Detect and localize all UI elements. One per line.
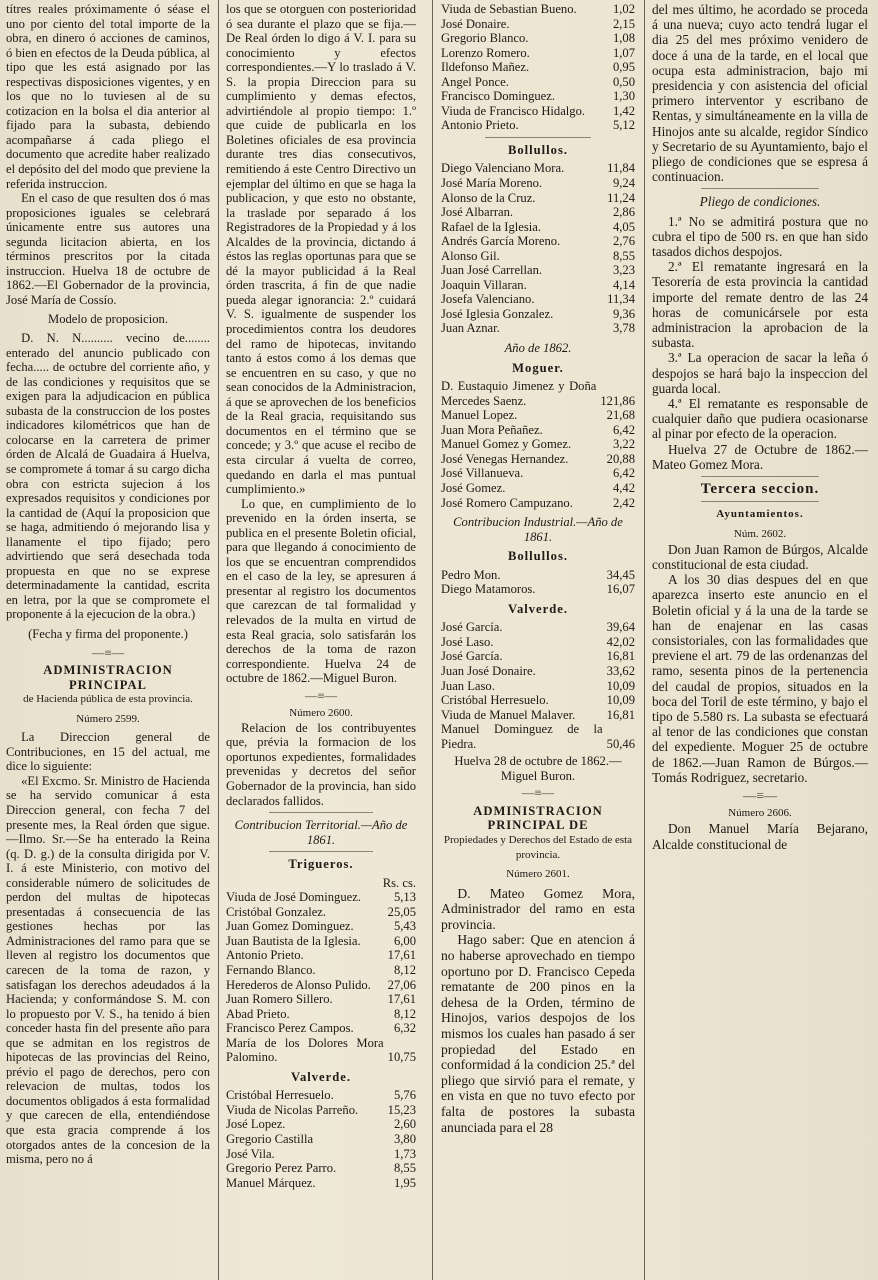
contributor-name: José Iglesia Gonzalez. bbox=[441, 306, 554, 321]
amount-value: 2,15 bbox=[612, 16, 635, 31]
condition-4: 4.ª El rematante es responsable de cualquier daño que pudiera ocasionarse al pinar por efecto de la operacion. bbox=[652, 396, 868, 442]
contributor-name: José García. bbox=[441, 620, 503, 635]
contributor-name: Gregorio Blanco. bbox=[441, 31, 529, 46]
list-item bbox=[441, 278, 635, 293]
paragraph: D. Mateo Gomez Mora, Administrador del ramo en esta provincia. bbox=[441, 885, 635, 932]
list-item bbox=[226, 1117, 416, 1132]
amount-value: 9,24 bbox=[612, 176, 635, 191]
list-item bbox=[441, 75, 635, 90]
section-subheading: Propiedades y Derechos del Estado de esta provincia. bbox=[443, 833, 633, 861]
notice-number: Número 2606. bbox=[728, 807, 792, 820]
paragraph: Hago saber: Que en atencion á no haberse aprovechado en tiempo oportuno por D. Francisco Cepeda rematante de 200 pinos en la dehesa de la Orden, término de Hinojos, varios despojos de los mismos los cuales han pasado á ser propiedad del Estado en conformidad á la condicion 25.ª del pliego que sirvió para el remate, y en vista en que no tuvo efecto por falta de postores la subasta anunciada para el 28 bbox=[441, 932, 635, 1135]
contributor-name: Diego Matamoros. bbox=[441, 582, 536, 597]
contributor-name: José Romero Campuzano. bbox=[441, 495, 573, 510]
list-item bbox=[226, 919, 416, 934]
contributor-name: Rafael de la Iglesia. bbox=[441, 219, 541, 234]
contributor-name: Viuda de José Dominguez. bbox=[226, 890, 361, 905]
contributor-name: Abad Prieto. bbox=[226, 1006, 290, 1021]
paragraph: títres reales próximamente ó séase el uno por ciento del total importe de la obra, en dinero ó acciones de caminos, ó bien en efectos de la Deuda pública, al tipo que les está asignado por las respectivas disposiciones vigentes, y en los que no lo tuviesen al de su cotizacion en la bolsa el dia anterior al fijado para la subasta, debiendo acompañarse á cada pliego el documento que acredite haber realizado el depósito del del modo que previene la referida instruccion. bbox=[6, 2, 210, 191]
contributor-name: Juan Mora Peñañez. bbox=[441, 422, 543, 437]
contributor-name: Juan Aznar. bbox=[441, 321, 500, 336]
contributor-name: D. Eustaquio Jimenez y Doña Mercedes Saenz. bbox=[441, 379, 597, 408]
list-item bbox=[441, 664, 635, 679]
amount-value: 50,46 bbox=[606, 736, 635, 751]
list-item bbox=[441, 31, 635, 46]
list-item bbox=[441, 292, 635, 307]
amount-value: 3,78 bbox=[612, 321, 635, 336]
contributor-name: José Donaire. bbox=[441, 16, 510, 31]
contributor-name: Pedro Mon. bbox=[441, 567, 501, 582]
section-heading: Modelo de proposicion. bbox=[48, 312, 168, 327]
fallidos-list bbox=[441, 379, 635, 510]
paragraph: «El Excmo. Sr. Ministro de Hacienda se ha servido comunicar á esta Direccion general, con fecha 7 del presente mes, la Real órden que sigue.—Ilmo. Sr.—Se ha enterado la Reina (q. D. g.) de la consulta dirigida por V. I. á este Ministerio, con motivo del considerable número de solicitudes de perdon del multas de hipotecas presentadas á consecuencia de las gestiones hechas por las Administraciones del ramo para que se lleven al registro los documentos que carecen de la toma de razon, y satisfagan los derechos adeudados á la Hacienda; y conformándose S. M. con lo propuesto por V. S., ha tenido á bien conceder hasta fin del presente año para que se admitan en los registros de hipotecas de las provincias del Reino, prévio el pago de derechos, pero con relevacion de multas, todos los documentos obligados á esta formalidad y que carecen de ella, entendiéndose que esta gracia comprende á los otorgados antes de la concesion de la misma, pero no á bbox=[6, 773, 210, 1167]
amount-value: 5,13 bbox=[393, 890, 416, 905]
contributor-name: Antonio Prieto. bbox=[226, 948, 304, 963]
list-item bbox=[441, 408, 635, 423]
town-heading: Valverde. bbox=[508, 601, 568, 616]
paragraph: A los 30 dias despues del en que aparezca inserto este anuncio en el Boletin oficial y á la una de la tarde se han de enajenar en las casas consistoriales, con las formalidades que previene el art. 79 de las ordenanzas del ramo, sesenta pinos de la pertenencia del caudal de propios, situados en la boca del Toril de este término, y bajo el tipo de 5.580 rs. La subasta se efectuará al tenor de las condiciones que constan del expediente. Moguer 25 de octubre de 1862.—Juan Ramon de Búrgos.—Tomás Rodriguez, secretario. bbox=[652, 572, 868, 785]
contributor-name: Josefa Valenciano. bbox=[441, 292, 535, 307]
contributor-name: Cristóbal Herresuelo. bbox=[441, 693, 549, 708]
contributor-name: Manuel Gomez y Gomez. bbox=[441, 437, 572, 452]
list-item bbox=[441, 89, 635, 104]
list-item bbox=[441, 104, 635, 119]
amount-value: 2,42 bbox=[612, 495, 635, 510]
amount-value: 2,86 bbox=[612, 205, 635, 220]
column-rule bbox=[432, 0, 433, 1280]
amount-value: 4,05 bbox=[612, 219, 635, 234]
amount-value: 6,42 bbox=[612, 466, 635, 481]
separator bbox=[269, 812, 374, 813]
amount-value: 3,23 bbox=[612, 263, 635, 278]
list-item bbox=[441, 466, 635, 481]
section-heading: ADMINISTRACION PRINCIPAL bbox=[43, 663, 173, 692]
paragraph: del mes último, he acordado se proceda á una nueva; cuyo acto tendrá lugar el dia 25 del mes próximo venidero de doce á una de la tarde, en el local que ocupa esta administracion, bajo mi presidencia y con asistencia del oficial primero interventor y escribano de Rentas, y simultáneamente en la villa de Hinojos ante su alcalde, regidor Síndico y Secretario de su Ayuntamiento, bajo el pliego de condiciones que se espresa á continuacion. bbox=[652, 2, 868, 185]
separator bbox=[441, 786, 635, 801]
amount-value: 9,36 bbox=[612, 306, 635, 321]
paragraph: Relacion de los contribuyentes que, prévia la formacion de los oportunos expedientes, formalidades prevenidas y decretos del señor Gobernador de la provincia, han sido declarados fallidos. bbox=[226, 720, 416, 808]
list-item bbox=[441, 481, 635, 496]
contributor-name: Angel Ponce. bbox=[441, 74, 509, 89]
fallidos-list bbox=[226, 890, 416, 1065]
section-subheading: de Hacienda pública de esta provincia. bbox=[23, 693, 193, 706]
contributor-name: Viuda de Sebastian Bueno. bbox=[441, 2, 577, 16]
amount-value: 8,55 bbox=[612, 248, 635, 263]
section-subheading: Ayuntamientos. bbox=[716, 508, 804, 521]
contributor-name: José Lopez. bbox=[226, 1117, 286, 1132]
amount-value: 11,34 bbox=[607, 292, 635, 307]
amount-value: 5,12 bbox=[612, 118, 635, 133]
paragraph: Don Juan Ramon de Búrgos, Alcalde constitucional de esta ciudad. bbox=[652, 541, 868, 572]
amount-value: 39,64 bbox=[606, 620, 635, 635]
amount-value: 6,32 bbox=[393, 1021, 416, 1036]
list-item bbox=[441, 17, 635, 32]
list-item bbox=[441, 60, 635, 75]
list-item bbox=[226, 1036, 416, 1065]
contributor-name: Cristóbal Gonzalez. bbox=[226, 904, 327, 919]
amount-value: 1,73 bbox=[393, 1146, 416, 1161]
list-item bbox=[441, 321, 635, 336]
list-item bbox=[441, 379, 635, 408]
paragraph: La Direccion general de Contribuciones, en 15 del actual, me dice lo siguiente: bbox=[6, 730, 210, 774]
amount-value: 17,61 bbox=[387, 948, 416, 963]
contributor-name: José Laso. bbox=[441, 634, 494, 649]
list-item bbox=[226, 1103, 416, 1118]
column-1 bbox=[6, 2, 210, 1278]
amount-value: 8,12 bbox=[393, 963, 416, 977]
amount-value: 4,14 bbox=[612, 277, 635, 292]
list-item bbox=[441, 452, 635, 467]
section-heading: ADMINISTRACION PRINCIPAL DE bbox=[473, 803, 603, 833]
column-2 bbox=[226, 2, 416, 1278]
list-item bbox=[226, 1161, 416, 1176]
amount-value: 1,30 bbox=[612, 89, 635, 104]
notice-number: Número 2599. bbox=[76, 712, 140, 725]
amount-value: 20,88 bbox=[606, 451, 635, 466]
list-item bbox=[441, 423, 635, 438]
list-item bbox=[226, 905, 416, 920]
section-heading: Pliego de condiciones. bbox=[699, 194, 821, 210]
town-heading: Bollullos. bbox=[507, 549, 569, 564]
contributor-name: Juan Romero Sillero. bbox=[226, 992, 333, 1007]
separator bbox=[269, 851, 374, 852]
amount-value: 0,95 bbox=[612, 60, 635, 75]
contributor-name: Viuda de Nicolas Parreño. bbox=[226, 1102, 359, 1117]
separator bbox=[701, 188, 820, 189]
separator bbox=[701, 476, 820, 477]
list-item bbox=[226, 890, 416, 905]
amount-value: 16,81 bbox=[606, 707, 635, 722]
contributor-name: Juan Bautista de la Iglesia. bbox=[226, 933, 361, 948]
amount-value: 11,84 bbox=[607, 161, 635, 176]
list-item bbox=[441, 708, 635, 723]
list-item bbox=[441, 437, 635, 452]
amount-value: 1,07 bbox=[612, 45, 635, 60]
contributor-name: José Vila. bbox=[226, 1146, 275, 1161]
contributor-name: Manuel Márquez. bbox=[226, 1175, 316, 1190]
list-item bbox=[441, 307, 635, 322]
amount-value: 16,81 bbox=[606, 649, 635, 664]
contributor-name: Juan Gomez Dominguez. bbox=[226, 919, 354, 934]
contributor-name: José Gomez. bbox=[441, 480, 506, 495]
list-item bbox=[441, 220, 635, 235]
list-item bbox=[441, 568, 635, 583]
list-item bbox=[441, 679, 635, 694]
list-item bbox=[441, 161, 635, 176]
contributor-name: María de los Dolores Mora Palomino. bbox=[226, 1035, 384, 1065]
amount-value: 25,05 bbox=[387, 904, 416, 919]
contributor-name: Diego Valenciano Mora. bbox=[441, 161, 565, 176]
condition-2: 2.ª El rematante ingresará en la Tesorería de esta provincia la cantidad importe del remate dentro de las 24 horas de comunicársele por esta administracion la aprobacion de la subasta. bbox=[652, 259, 868, 351]
separator bbox=[701, 501, 820, 502]
town-heading: Moguer. bbox=[512, 360, 564, 375]
amount-value: 10,09 bbox=[606, 678, 635, 693]
amount-value: 6,00 bbox=[393, 933, 416, 948]
amount-value: 1,02 bbox=[612, 2, 635, 16]
contributor-name: Lorenzo Romero. bbox=[441, 45, 530, 60]
town-heading: Trigueros. bbox=[288, 857, 354, 872]
town-heading: Bollullos. bbox=[507, 142, 569, 157]
section-heading: Contribucion Territorial.—Año de 1861. bbox=[234, 818, 408, 847]
contributor-name: José Venegas Hernandez. bbox=[441, 451, 569, 466]
paragraph: Don Manuel María Bejarano, Alcalde constitucional de bbox=[652, 821, 868, 852]
amount-value: 121,86 bbox=[600, 393, 635, 408]
list-item bbox=[441, 118, 635, 133]
amount-value: 33,62 bbox=[606, 663, 635, 678]
amount-value: 42,02 bbox=[606, 634, 635, 649]
fallidos-list bbox=[441, 568, 635, 597]
list-item bbox=[441, 234, 635, 249]
column-4 bbox=[652, 2, 868, 1278]
fallidos-list bbox=[441, 620, 635, 751]
separator bbox=[226, 689, 416, 704]
list-item bbox=[441, 620, 635, 635]
notice-number: Número 2600. bbox=[289, 707, 353, 720]
amount-value: 4,42 bbox=[612, 480, 635, 495]
amount-value: 16,07 bbox=[606, 582, 635, 597]
amount-value: 34,45 bbox=[606, 567, 635, 582]
amount-value: 6,42 bbox=[612, 422, 635, 437]
amount-value: 27,06 bbox=[387, 977, 416, 992]
paragraph: D. N. N.......... vecino de........ enterado del anuncio publicado con fecha..... de octubre del corriente año, y de las condiciones y requisitos que se exigen para la adjudicacion en pública subasta de la construccion de los postes indicadores kilométricos que han de colocarse en la carretera de primer órden de Alcalá de Guadaira á Huelva, se compromete á tomar á su cargo dicha obra con estricta sujecion á los expresados requisitos y condiciones por la cantidad de (Aquí la proposicion que se haga, admitiendo ó mejorando lisa y llanamente el tipo fijado; pero advirtiendo que será desechada toda propuesta en que no se exprese determinadamente la cantidad, escrita en letra, por la que se compromete el proponente á la ejecucion de la obra.) bbox=[6, 331, 210, 622]
amount-value: 2,76 bbox=[612, 234, 635, 249]
contributor-name: Fernando Blanco. bbox=[226, 963, 316, 977]
amount-value: 2,60 bbox=[393, 1117, 416, 1132]
signature-line: Huelva 27 de Octubre de 1862.—Mateo Gomez Mora. bbox=[652, 441, 868, 472]
column-rule bbox=[644, 0, 645, 1280]
contributor-name: Gregorio Castilla bbox=[226, 1132, 314, 1147]
amount-value: 3,22 bbox=[612, 437, 635, 452]
list-item bbox=[226, 1088, 416, 1103]
contributor-name: Ildefonso Mañez. bbox=[441, 60, 530, 75]
contributor-name: José García. bbox=[441, 649, 503, 664]
contributor-name: Andrés García Moreno. bbox=[441, 234, 561, 249]
fallidos-list bbox=[441, 161, 635, 336]
contributor-name: José Albarran. bbox=[441, 205, 514, 220]
list-item bbox=[441, 249, 635, 264]
fallidos-list bbox=[441, 2, 635, 133]
list-item bbox=[226, 978, 416, 993]
contributor-name: Viuda de Manuel Malaver. bbox=[441, 707, 576, 722]
separator bbox=[485, 137, 592, 138]
list-item bbox=[441, 693, 635, 708]
amount-value: 5,76 bbox=[393, 1088, 416, 1103]
amount-value: 15,23 bbox=[387, 1102, 416, 1117]
list-item bbox=[441, 205, 635, 220]
list-item bbox=[441, 635, 635, 650]
amount-value: 8,55 bbox=[393, 1161, 416, 1176]
signature-line: Huelva 28 de octubre de 1862.—Miguel Buron. bbox=[454, 754, 622, 783]
contributor-name: Juan José Donaire. bbox=[441, 663, 536, 678]
contributor-name: Alonso de la Cruz. bbox=[441, 190, 536, 205]
signature-line: (Fecha y firma del proponente.) bbox=[28, 626, 188, 641]
list-item bbox=[226, 1132, 416, 1147]
list-item bbox=[441, 496, 635, 511]
contributor-name: Joaquin Villaran. bbox=[441, 277, 527, 292]
column-rule bbox=[218, 0, 219, 1280]
list-item bbox=[226, 1147, 416, 1162]
separator bbox=[6, 646, 210, 661]
fallidos-list bbox=[226, 1088, 416, 1190]
contributor-name: José Villanueva. bbox=[441, 466, 524, 481]
amount-value: 1,42 bbox=[612, 103, 635, 118]
list-item bbox=[441, 722, 635, 751]
list-item bbox=[441, 191, 635, 206]
list-item bbox=[226, 1176, 416, 1191]
contributor-name: Juan Laso. bbox=[441, 678, 495, 693]
amount-value: 17,61 bbox=[387, 992, 416, 1007]
list-item bbox=[226, 1007, 416, 1022]
list-item bbox=[441, 582, 635, 597]
contributor-name: José María Moreno. bbox=[441, 176, 543, 191]
condition-3: 3.ª La operacion de sacar la leña ó despojos se hará bajo la inspeccion del guarda local. bbox=[652, 350, 868, 396]
contributor-name: Herederos de Alonso Pulido. bbox=[226, 977, 371, 992]
list-item bbox=[441, 2, 635, 17]
amount-value: 3,80 bbox=[393, 1132, 416, 1147]
amount-value: 21,68 bbox=[606, 408, 635, 423]
notice-number: Núm. 2602. bbox=[733, 527, 787, 540]
contributor-name: Manuel Lopez. bbox=[441, 408, 518, 423]
amount-value: 11,24 bbox=[607, 190, 635, 205]
list-item bbox=[441, 649, 635, 664]
list-item bbox=[226, 934, 416, 949]
contributor-name: Antonio Prieto. bbox=[441, 118, 519, 133]
amount-value: 8,12 bbox=[393, 1006, 416, 1021]
list-item bbox=[441, 46, 635, 61]
contributor-name: Alonso Gil. bbox=[441, 248, 500, 263]
year-heading: Año de 1862. bbox=[504, 341, 572, 356]
contributor-name: Viuda de Francisco Hidalgo. bbox=[441, 103, 586, 118]
paragraph: Lo que, en cumplimiento de lo prevenido en la órden inserta, se publica en el presente Boletin oficial, para que llegando á conocimiento de los que se encuentran comprendidos en el caso de la ley, se apresuren á presentar al registro los documentos que carezcan de tal formalidad y relevados de la multa en virtud de esta Real gracia, solo satisfarán los derechos de la toma de razon correspondiente. Huelva 24 de octubre de 1862.—Miguel Buron. bbox=[226, 496, 416, 686]
contributor-name: Manuel Dominguez de la Piedra. bbox=[441, 722, 603, 751]
currency-header: Rs. cs. bbox=[382, 875, 416, 890]
amount-value: 1,95 bbox=[393, 1175, 416, 1190]
list-item bbox=[226, 1021, 416, 1036]
town-heading: Valverde. bbox=[291, 1069, 351, 1084]
condition-1: 1.ª No se admitirá postura que no cubra el tipo de 500 rs. en que han sido tasados dichos despojos. bbox=[652, 213, 868, 260]
amount-value: 10,09 bbox=[606, 693, 635, 708]
list-item bbox=[226, 963, 416, 978]
paragraph: En el caso de que resulten dos ó mas proposiciones iguales se celebrará únicamente entre sus autores una segunda licitacion abierta, en los términos prescritos por la citada instruccion. Huelva 18 de octubre de 1862.—El Gobernador de la provincia, José María de Cossío. bbox=[6, 191, 210, 307]
amount-value: 0,50 bbox=[612, 74, 635, 89]
notice-number: Número 2601. bbox=[506, 868, 570, 881]
separator bbox=[652, 788, 868, 803]
amount-value: 5,43 bbox=[393, 919, 416, 934]
contributor-name: Juan José Carrellan. bbox=[441, 263, 543, 278]
contributor-name: Gregorio Perez Parro. bbox=[226, 1161, 337, 1176]
amount-value: 10,75 bbox=[387, 1050, 416, 1065]
list-item bbox=[441, 176, 635, 191]
contributor-name: Francisco Dominguez. bbox=[441, 89, 556, 104]
paragraph: los que se otorguen con posterioridad ó sea durante el plazo que se fija.—De Real órden lo digo á V. I. para su conocimiento y efectos correspondientes.—Y lo traslado á V. S. la propia Direccion para su cumplimiento y demas efectos, advirtiéndole al propio tiempo: 1.º que cuide de publicarla en los Boletines oficiales de esa provincia durante tres dias consecutivos, remitiendo á este Centro Directivo un ejemplar del último en que se haga la publicacion, y que esto no obstante, la traslade por separado á los Registradores de la Propiedad y á los Alcaldes de la provincia, dictando á éstos las reglas oportunas para que se dé la mayor publicidad á la Real órden trascrita, á fin de que nadie pueda alegar ignorancia: 2.º cuidará V. S. igualmente de suspender los procedimientos contra los deudores del ramo de hipotecas, invitando tanto á estos como á los demas que se encuentren en su caso, y que no sean conocidos de la Administracion, á que se aprovechen de los beneficios de la Real gracia, requisitando sus documentos en el término que se concede; y 3.º que acuse el recibo de esta circular á vuelta de correo, quedando en darla el mas puntual cumplimiento.» bbox=[226, 2, 416, 497]
column-3 bbox=[441, 2, 635, 1278]
list-item bbox=[226, 948, 416, 963]
section-heading: Contribucion Industrial.—Año de 1861. bbox=[453, 515, 623, 544]
amount-value: 1,08 bbox=[612, 31, 635, 46]
list-item bbox=[441, 263, 635, 278]
contributor-name: Cristóbal Herresuelo. bbox=[226, 1088, 334, 1103]
contributor-name: Francisco Perez Campos. bbox=[226, 1021, 354, 1036]
list-item bbox=[226, 992, 416, 1007]
section-heading: Tercera seccion. bbox=[700, 481, 820, 498]
